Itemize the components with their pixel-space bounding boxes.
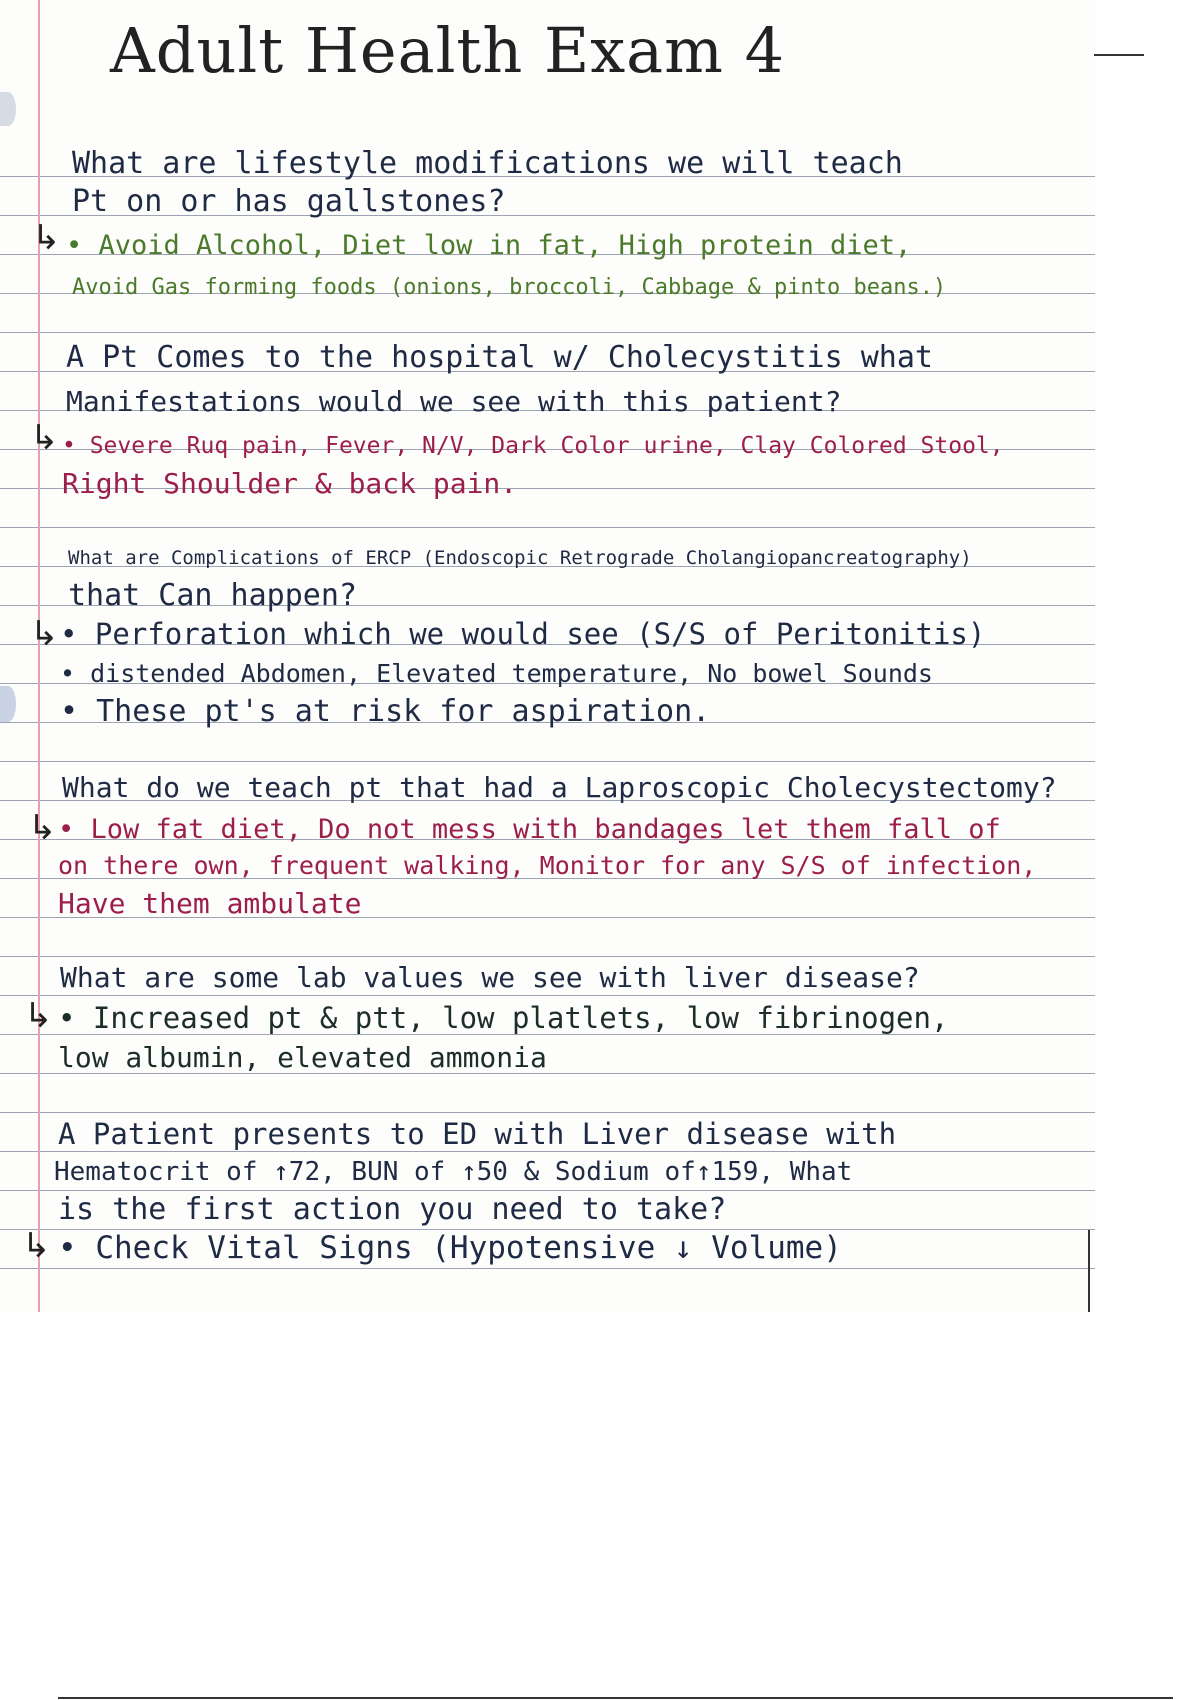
question-line: A Patient presents to ED with Liver disease with [58, 1117, 897, 1151]
answer-line: low albumin, elevated ammonia [58, 1041, 547, 1074]
answer-arrow-icon: ↳ [28, 808, 57, 848]
binder-hole [0, 92, 16, 126]
question-line: What are Complications of ERCP (Endoscopic Retrograde Cholangiopancreatography) [68, 547, 972, 569]
question-line: Pt on or has gallstones? [72, 184, 506, 219]
bottom-rule [58, 1697, 1173, 1699]
answer-arrow-icon: ↳ [24, 996, 53, 1036]
question-line: Hematocrit of ↑72, BUN of ↑50 & Sodium of↑159, What [54, 1157, 853, 1187]
dash-mark [1094, 54, 1144, 56]
question-line: is the first action you need to take? [58, 1192, 727, 1227]
answer-line: • Avoid Alcohol, Diet low in fat, High protein diet, [66, 230, 912, 261]
margin-line [38, 0, 40, 1312]
answer-line: • Severe Ruq pain, Fever, N/V, Dark Color urine, Clay Colored Stool, [62, 433, 1004, 459]
answer-line: • Check Vital Signs (Hypotensive ↓ Volume) [58, 1230, 842, 1266]
answer-arrow-icon: ↳ [30, 418, 59, 458]
question-line: What are some lab values we see with liver disease? [60, 961, 920, 994]
question-line: that Can happen? [68, 578, 357, 613]
answer-line: on there own, frequent walking, Monitor for any S/S of infection, [58, 851, 1037, 880]
answer-line: • Increased pt & ptt, low platlets, low fibrinogen, [58, 1001, 949, 1035]
page-title: Adult Health Exam 4 [110, 14, 786, 87]
question-line: What do we teach pt that had a Laproscopic Cholecystectomy? [62, 771, 1057, 804]
binder-hole [0, 686, 16, 722]
answer-line: • These pt's at risk for aspiration. [60, 694, 711, 729]
question-line: What are lifestyle modifications we will teach [72, 146, 903, 181]
answer-line: Have them ambulate [58, 887, 362, 920]
answer-line: • distended Abdomen, Elevated temperature, No bowel Sounds [60, 659, 933, 688]
answer-line: • Perforation which we would see (S/S of Peritonitis) [60, 617, 986, 651]
answer-arrow-icon: ↳ [22, 1226, 51, 1266]
answer-arrow-icon: ↳ [32, 218, 61, 258]
answer-arrow-icon: ↳ [30, 614, 59, 654]
answer-line: Avoid Gas forming foods (onions, broccoli, Cabbage & pinto beans.) [72, 275, 947, 300]
answer-line: • Low fat diet, Do not mess with bandages let them fall of [58, 814, 1001, 845]
answer-line: Right Shoulder & back pain. [62, 467, 518, 500]
page-edge [1088, 1230, 1090, 1312]
question-line: A Pt Comes to the hospital w/ Cholecystitis what [66, 340, 933, 375]
question-line: Manifestations would we see with this patient? [66, 385, 842, 418]
